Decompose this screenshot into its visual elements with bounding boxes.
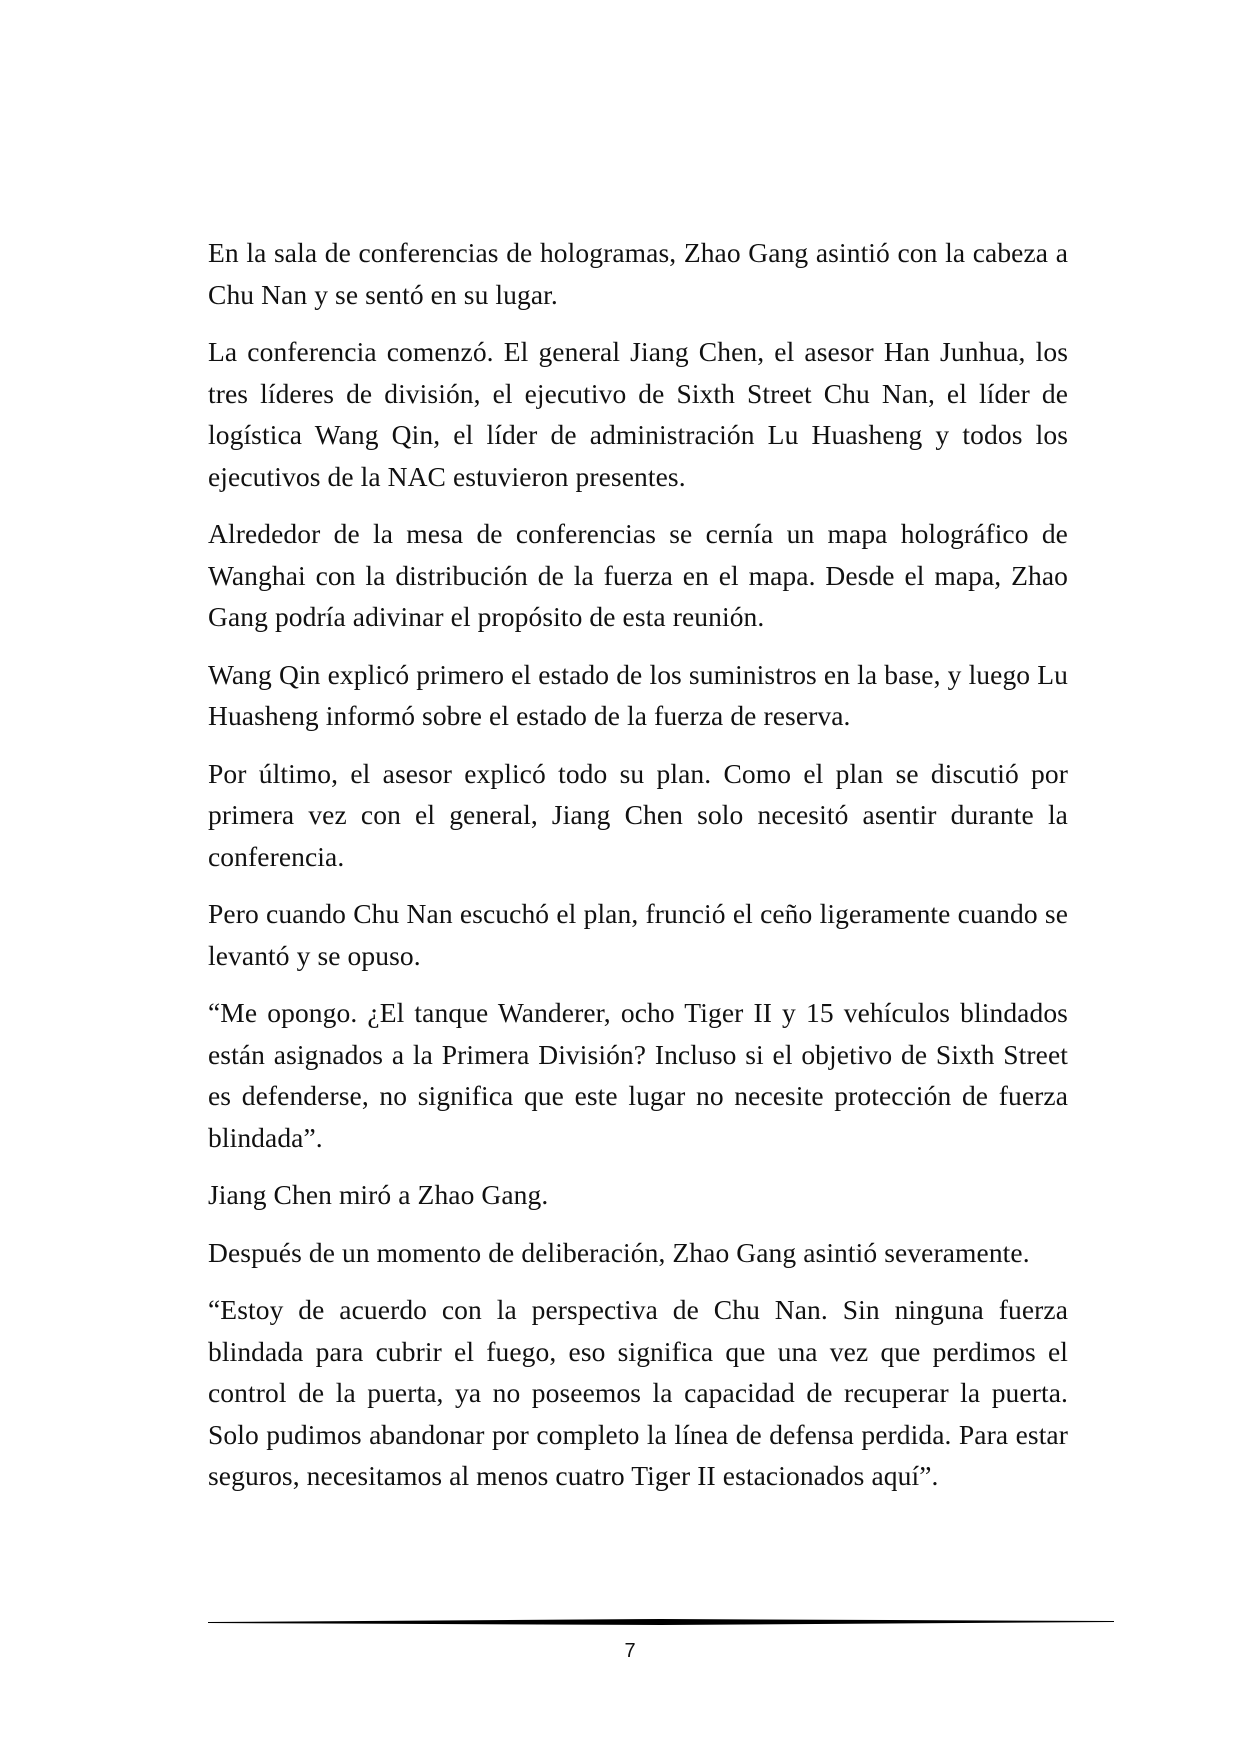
paragraph: Jiang Chen miró a Zhao Gang.	[208, 1179, 549, 1210]
paragraph: En la sala de conferencias de hologramas, Zhao Gang asintió con la cabeza a Chu Nan y se sentó en su lugar.	[208, 237, 1068, 310]
paragraph: La conferencia comenzó. El general Jiang Chen, el asesor Han Junhua, los tres líderes de división, el ejecutivo de Sixth Street Chu Nan, el líder de logística Wang Qin, el líder de administración Lu Huasheng y todos los ejecutivos de la NAC estuvieron presentes.	[208, 336, 1068, 492]
paragraph: Pero cuando Chu Nan escuchó el plan, frunció el ceño ligeramente cuando se levantó y se opuso.	[208, 898, 1068, 971]
page-number: 7	[624, 1640, 636, 1662]
paragraph: Después de un momento de deliberación, Zhao Gang asintió severamente.	[208, 1236, 1030, 1268]
body-text	[208, 232, 1068, 1513]
paragraph: Alrededor de la mesa de conferencias se cernía un mapa holográfico de Wanghai con la distribución de la fuerza en el mapa. Desde el mapa, Zhao Gang podría adivinar el propósito de esta reunión.	[208, 518, 1068, 632]
footer-rule	[208, 1614, 1114, 1630]
paragraph: “Estoy de acuerdo con la perspectiva de Chu Nan. Sin ninguna fuerza blindada para cubrir el fuego, eso significa que una vez que perdimos el control de la puerta, ya no poseemos la capacidad de recuperar la puerta. Solo pudimos abandonar por completo la línea de defensa perdida. Para estar seguros, necesitamos al menos cuatro Tiger II estacionados aquí”.	[208, 1294, 1068, 1491]
paragraph: Por último, el asesor explicó todo su plan. Como el plan se discutió por primera vez con el general, Jiang Chen solo necesitó asentir durante la conferencia.	[208, 757, 1068, 872]
paragraph: Wang Qin explicó primero el estado de los suministros en la base, y luego Lu Huasheng informó sobre el estado de la fuerza de reserva.	[208, 658, 1068, 731]
paragraph: “Me opongo. ¿El tanque Wanderer, ocho Tiger II y 15 vehículos blindados están asignados a la Primera División? Incluso si el objetivo de Sixth Street es defenderse, no significa que este lugar no necesite protección de fuerza blindada”.	[208, 997, 1068, 1153]
